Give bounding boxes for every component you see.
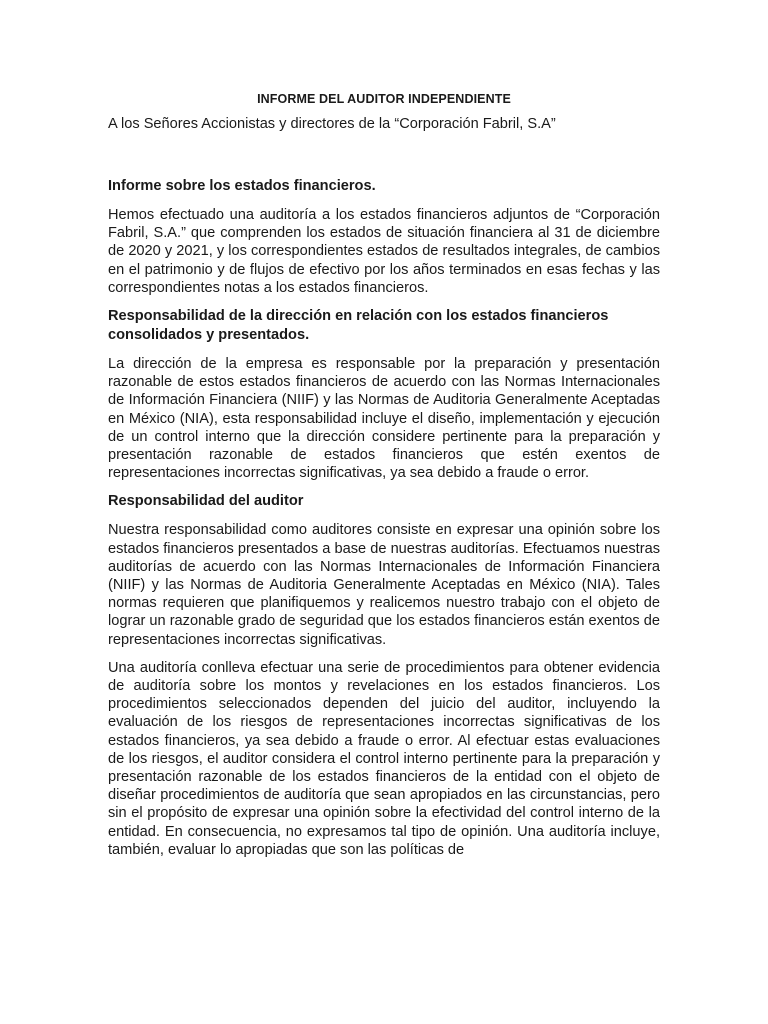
paragraph-informe: Hemos efectuado una auditoría a los estados financieros adjuntos de “Corporación Fabril, S.A.” que comprenden los estados de situación financiera al 31 de diciembre de 2020 y 2021, y los correspondientes estados de resultados integrales, de cambios en el patrimonio y de flujos de efectivo por los años terminados en esas fechas y las correspondientes notas a los estados financieros. <box>108 207 660 296</box>
paragraph-responsabilidad-auditor-2: Una auditoría conlleva efectuar una serie de procedimientos para obtener evidencia de auditoría sobre los montos y revelaciones en los estados financieros. Los procedimientos seleccionados dependen del juicio del auditor, incluyendo la evaluación de los riesgos de representaciones incorrectas significativas de los estados financieros, ya sea debido a fraude o error. Al efectuar estas evaluaciones de los riesgos, el auditor considera el control interno pertinente para la preparación y presentación razonable de los estados financieros de la entidad con el objeto de diseñar procedimientos de auditoría que sean apropiados en las circunstancias, pero sin el propósito de expresar una opinión sobre la efectividad del control interno de la entidad. En consecuencia, no expresamos tal tipo de opinión. Una auditoría incluye, también, evaluar lo apropiadas que son las políticas de <box>108 659 660 858</box>
document-page <box>108 92 660 869</box>
salutation: A los Señores Accionistas y directores de la “Corporación Fabril, S.A” <box>108 116 556 132</box>
paragraph-responsabilidad-direccion: La dirección de la empresa es responsable por la preparación y presentación razonable de estos estados financieros de acuerdo con las Normas Internacionales de Información Financiera (NIIF) y las Normas de Auditoria Generalmente Aceptadas en México (NIA), esta responsabilidad incluye el diseño, implementación y ejecución de un control interno que la dirección considere pertinente para la preparación y presentación razonable de estados financieros que estén exentos de representaciones incorrectas significativas, ya sea debido a fraude o error. <box>108 356 660 482</box>
section-heading-responsabilidad-auditor: Responsabilidad del auditor <box>108 493 304 510</box>
section-heading-informe: Informe sobre los estados financieros. <box>108 178 376 194</box>
paragraph-responsabilidad-auditor-1: Nuestra responsabilidad como auditores consiste en expresar una opinión sobre los estados financieros presentados a base de nuestras auditorías. Efectuamos nuestras auditorías de acuerdo con las Normas Internacionales de Información Financiera (NIIF) y las Normas de Auditoria Generalmente Aceptadas en México (NIA). Tales normas requieren que planifiquemos y realicemos nuestro trabajo con el objeto de lograr un razonable grado de seguridad que los estados financieros están exentos de representaciones incorrectas significativas. <box>108 522 660 648</box>
document-title: INFORME DEL AUDITOR INDEPENDIENTE <box>257 92 511 106</box>
section-heading-responsabilidad-direccion: Responsabilidad de la dirección en relación con los estados financieros consolidados y presentados. <box>108 308 609 344</box>
